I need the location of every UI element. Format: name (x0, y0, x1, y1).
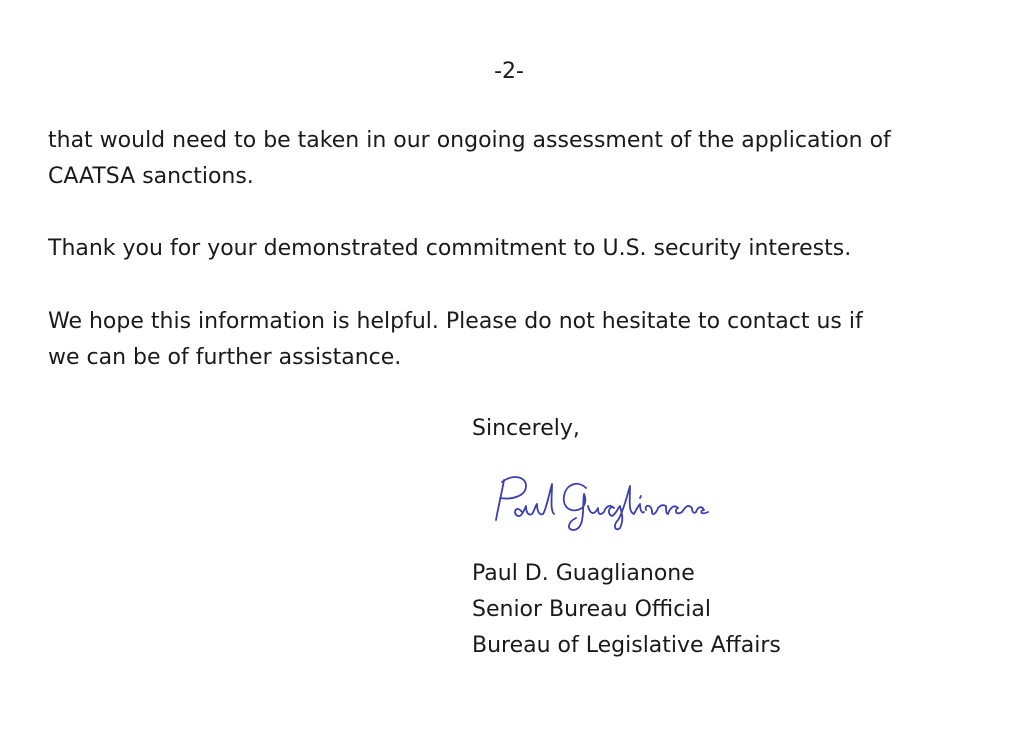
signer-office: Bureau of Legislative Affairs (472, 633, 781, 658)
signer-block (472, 556, 781, 664)
paragraph-helpful-information (48, 304, 988, 376)
page-number: -2- (494, 59, 524, 84)
signature-stroke (500, 477, 526, 498)
paragraph-line: that would need to be taken in our ongoing assessment of the application of (48, 128, 891, 153)
signature-stroke (564, 484, 586, 530)
signature-stroke (588, 486, 644, 529)
paragraph-line: Thank you for your demonstrated commitment to U.S. security interests. (48, 236, 852, 261)
paragraph-line: we can be of further assistance. (48, 345, 402, 370)
paragraph-thank-you (48, 231, 988, 267)
closing-salutation: Sincerely, (472, 416, 580, 441)
signer-name: Paul D. Guaglianone (472, 561, 695, 586)
signature-stroke (646, 505, 708, 514)
handwritten-signature (482, 470, 722, 532)
paragraph-line: CAATSA sanctions. (48, 164, 254, 189)
signature-stroke (515, 484, 554, 516)
signature-stroke (496, 480, 504, 520)
paragraph-line: We hope this information is helpful. Please do not hesitate to contact us if (48, 309, 863, 334)
paragraph-caatsa-assessment (48, 123, 988, 195)
signer-title: Senior Bureau Official (472, 597, 711, 622)
